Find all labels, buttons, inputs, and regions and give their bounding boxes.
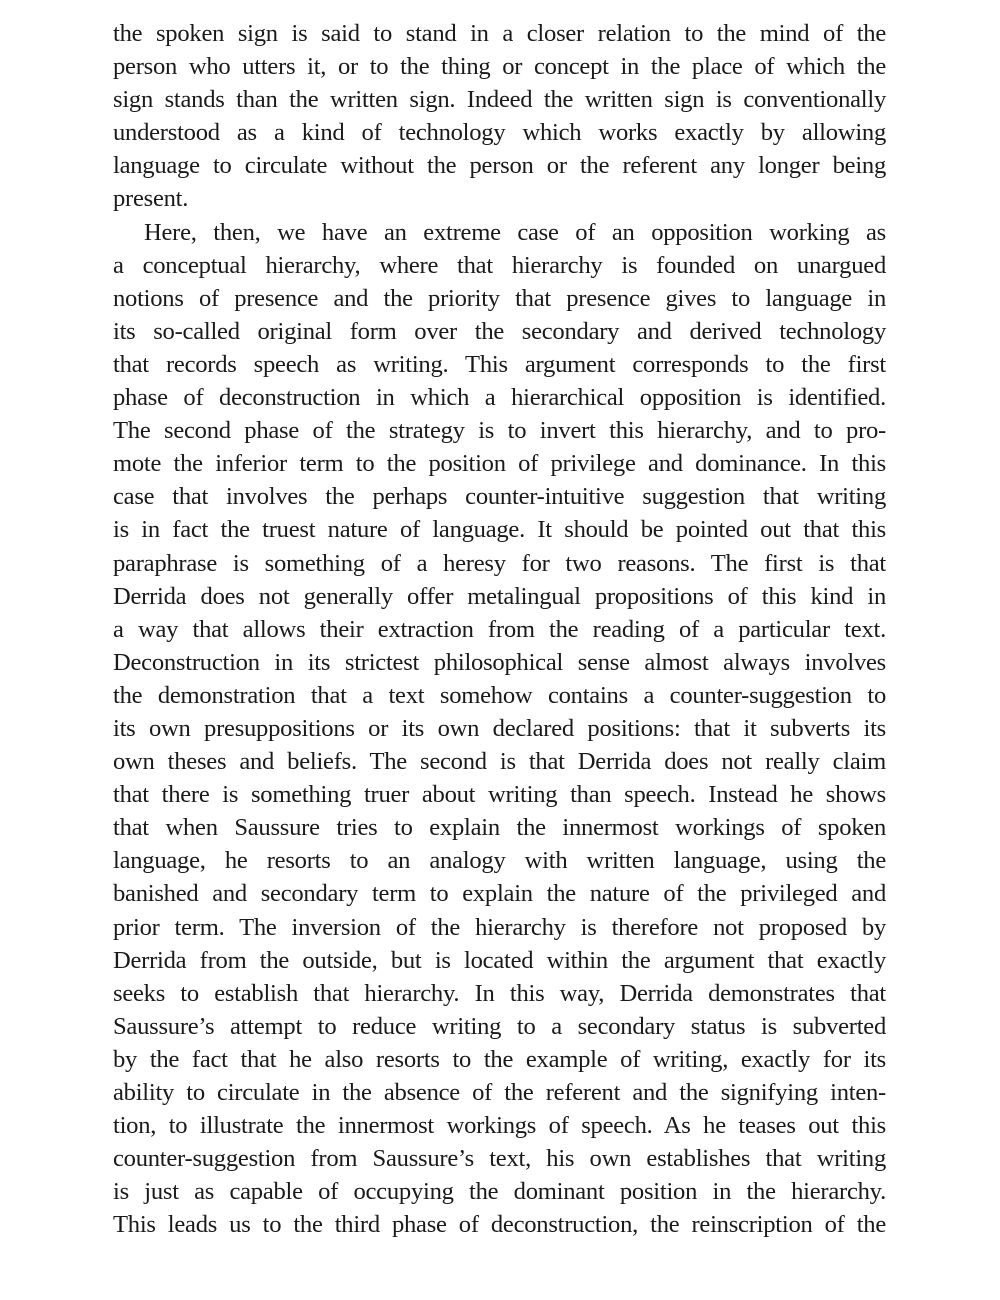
text-line: tion, to illustrate the innermost workings of speech. As he teases out this bbox=[113, 1112, 886, 1140]
text-line: seeks to establish that hierarchy. In this way, Derrida demonstrates that bbox=[113, 979, 886, 1007]
text-line: notions of presence and the priority that presence gives to language in bbox=[113, 284, 886, 312]
text-line: case that involves the perhaps counter-intuitive suggestion that writing bbox=[113, 483, 886, 511]
text-line: by the fact that he also resorts to the example of writing, exactly for its bbox=[113, 1045, 886, 1073]
text-line: language, he resorts to an analogy with written language, using the bbox=[113, 847, 886, 875]
text-line: Derrida does not generally offer metalingual propositions of this kind in bbox=[113, 582, 886, 610]
text-line: mote the inferior term to the position of privilege and dominance. In this bbox=[113, 450, 886, 478]
text-line: that there is something truer about writing than speech. Instead he shows bbox=[113, 781, 886, 809]
text-line: language to circulate without the person or the referent any longer being bbox=[113, 152, 886, 180]
text-line: Saussure’s attempt to reduce writing to a secondary status is subverted bbox=[113, 1012, 886, 1040]
text-line: a way that allows their extraction from the reading of a particular text. bbox=[113, 615, 886, 643]
text-line: paraphrase is something of a heresy for two reasons. The first is that bbox=[113, 549, 886, 577]
text-line: counter-suggestion from Saussure’s text, his own establishes that writing bbox=[113, 1145, 886, 1173]
text-line: phase of deconstruction in which a hierarchical opposition is identified. bbox=[113, 384, 886, 412]
text-line: the spoken sign is said to stand in a closer relation to the mind of the bbox=[113, 20, 886, 47]
text-line: that when Saussure tries to explain the innermost workings of spoken bbox=[113, 814, 886, 842]
text-line: prior term. The inversion of the hierarchy is therefore not proposed by bbox=[113, 913, 886, 941]
text-line: banished and secondary term to explain the nature of the privileged and bbox=[113, 880, 886, 908]
text-line: This leads us to the third phase of deconstruction, the reinscription of the bbox=[113, 1211, 886, 1239]
text-line: own theses and beliefs. The second is that Derrida does not really claim bbox=[113, 748, 886, 776]
text-line: is in fact the truest nature of language. It should be pointed out that this bbox=[113, 516, 886, 544]
text-line: that records speech as writing. This argument corresponds to the first bbox=[113, 350, 886, 378]
text-line: understood as a kind of technology which works exactly by allowing bbox=[113, 119, 886, 147]
paragraph-1 bbox=[113, 17, 886, 216]
document-page bbox=[113, 17, 886, 1241]
text-line: its own presuppositions or its own declared positions: that it subverts its bbox=[113, 714, 886, 742]
text-line: Deconstruction in its strictest philosophical sense almost always involves bbox=[113, 648, 886, 676]
text-line: ability to circulate in the absence of the referent and the signifying inten- bbox=[113, 1079, 886, 1106]
text-line: is just as capable of occupying the dominant position in the hierarchy. bbox=[113, 1178, 886, 1206]
text-line: its so-called original form over the secondary and derived technology bbox=[113, 317, 886, 345]
text-line: The second phase of the strategy is to invert this hierarchy, and to pro- bbox=[113, 417, 886, 445]
text-line: Here, then, we have an extreme case of an opposition working as bbox=[144, 218, 886, 246]
text-line: person who utters it, or to the thing or concept in the place of which the bbox=[113, 53, 886, 81]
text-line: the demonstration that a text somehow contains a counter-suggestion to bbox=[113, 681, 886, 709]
text-line: present. bbox=[113, 185, 189, 213]
text-line: sign stands than the written sign. Indeed the written sign is conventionally bbox=[113, 86, 886, 114]
paragraph-2 bbox=[113, 216, 886, 1242]
text-line: a conceptual hierarchy, where that hierarchy is founded on unargued bbox=[113, 251, 886, 279]
text-line: Derrida from the outside, but is located within the argument that exactly bbox=[113, 946, 886, 974]
